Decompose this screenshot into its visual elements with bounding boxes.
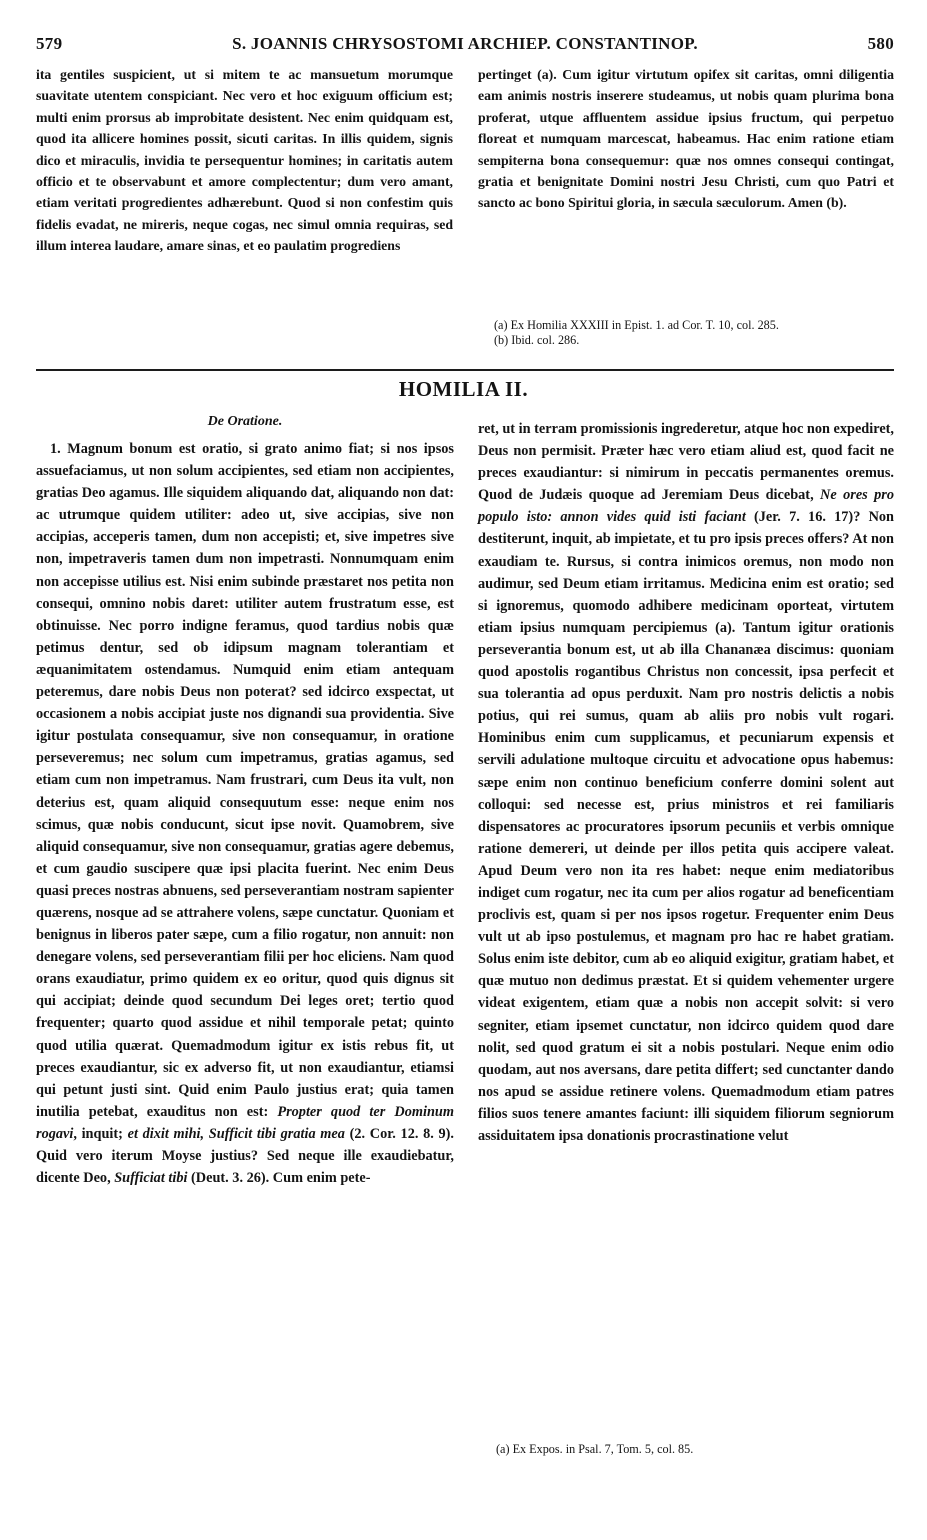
running-header <box>36 34 894 60</box>
section-title: De Oratione. <box>207 414 283 429</box>
text-run: (2. Cor. 12. 8. 9). Quid vero iterum Moyse justius? Sed neque ille exaudiebatur, dicente Deo, <box>36 1125 454 1187</box>
top-right-paragraph: pertinget (a). Cum igitur virtutum opifex sit caritas, omni diligentia eam animis nostris inserere studeamus, ut nobis quam plurima bona proferat, utque affluentem assidue ipsius fructum, qui perpetuo floreat et numquam marcescat, habeamus. Hac enim ratione etiam sempiterna bona consequemur: quæ nos omnes consequi contingat, gratia et benignitate Domini nostri Jesu Christi, cum quo Patri et sancto ac bono Spiritui gloria, in sæcula sæculorum. Amen (b). <box>478 67 894 211</box>
text-run: (Deut. 3. 26). Cum enim pete- <box>187 1170 371 1187</box>
text-run: 1. Magnum bonum est oratio, si grato animo fiat; si nos ipsos assuefaciamus, ut non solum accipientes, sed etiam non accipientes, gratias Deo agamus. Ille siquidem aliquando dat, aliquando non dat: ac utrumque quidem utiliter: adeo ut, sive accipias, sive non accipias, acceperis tamen, dum non accepisti; et, sive impetres sive non, impetraveris tamen dum non impetrasti. Nonnumquam enim non accepisse utilius est. Nisi enim subinde præstaret nos petita non consequi, omnino nobis daret: utiliter autem frustratum esse, est obtinuisse. Nec porro indigne feramus, quod tardius nobis quæ petimus dentur, sed ob idipsum magnam tolerantiam et æquanimitatem ostendamus. Numquid enim etiam antequam peteremus, dare nobis Deus non poterat? sed idcirco exspectat, ut occasionem a nobis accipiat juste nos dignandi sua providentia. Sive igitur postulata consequamur, sive non consequamur, in oratione perseveremus; nec solum cum impetramus, gratias agamus, sed etiam cum non impetramus. Nam frustrari, cum Deus ita vult, non deterius est, quam aliquid consequutum esse: neque enim nos scimus, quæ nobis conducunt, sicut ipse novit. Quamobrem, sive aliquid consequamur, sive non consequamur, gratias agere debemus, et cum gaudio suscipere quæ ipsi placita fuerint. Nec enim Deus quasi preces nostras abnuens, sed perseverantiam nostram sapienter quærens, nosque ad se attrahere volens, sæpe cunctatur. Quoniam et benignus in liberos pater sæpe, cum a filio rogatur, non annuit: non denegare volens, sed perseverantiam filii per hoc eliciens. Nam quod orans exaudiatur, primo quidem ex eo oritur, quod quis dignus sit qui accipiat; deinde quod secundum Dei leges oret; tertio quod frequenter; quarto quod assidue et nihil temporale petat; quinto quod utilia quærat. Quemadmodum igitur ex istis rebus fit, ut preces exaudiantur, sic ex adverso fit, ut non exaudiantur, etiamsi qui petunt justi sint. Quid enim Paulo justius erat; quia tamen inutilia petebat, exauditus non est: <box>36 441 454 1120</box>
footnote-b: (b) Ibid. col. 286. <box>494 332 580 347</box>
scripture-quote: Ne ores pro populo isto: annon vides quid isti faciant <box>478 487 894 526</box>
homily-title: HOMILIA II. <box>398 377 529 401</box>
scripture-quote: Propter quod ter Dominum rogavi <box>36 1103 454 1142</box>
top-right-column <box>478 64 894 214</box>
main-right-column <box>478 418 894 1147</box>
top-footnotes <box>494 318 894 347</box>
text-run: , inquit; <box>73 1125 128 1142</box>
running-title: S. JOANNIS CHRYSOSTOMI ARCHIEP. CONSTANTINOP. <box>232 34 698 53</box>
footnote-a: (a) Ex Homilia XXXIII in Epist. 1. ad Cor. T. 10, col. 285. <box>494 318 779 332</box>
page-number-left: 579 <box>36 34 63 53</box>
main-right-paragraph <box>478 418 894 1147</box>
text-run: ret, ut in terram promissionis ingrederetur, atque hoc non expediret, Deus non permisit. Præter hæc vero etiam aliud est, quod facit ne preces exaudiantur: si nimirum in peccatis permanentes oremus. Quod de Judæis quoque ad Jeremiam Deus dicebat, <box>478 421 894 504</box>
section-divider-rule <box>36 369 894 371</box>
main-left-column <box>36 438 454 1189</box>
top-left-paragraph: ita gentiles suspicient, ut si mitem te ac mansuetum morumque suavitate utentem conspiciant. Nec vero et hoc exiguum officium est; multi enim prorsus ab improbitate desistent. Nec enim quidquam est, quod ita allicere homines possit, sicuti caritas. In illis quidem, signis dico et miraculis, invidia te persequentur homines; in caritatis autem officio et te observabunt et amore complectentur; dum vero amant, etiam veritati progredientes adhærebunt. Quod si non confestim quis fidelis evadat, ne mireris, neque cogas, nec simul omnia requiras, sed illum interea laudare, amare sinas, et eo paulatim progrediens <box>36 67 453 254</box>
scripture-quote: Sufficiat tibi <box>114 1170 188 1187</box>
page-number-right: 580 <box>867 34 894 53</box>
top-left-column <box>36 64 453 257</box>
scripture-quote: et dixit mihi, Sufficit tibi gratia mea <box>127 1125 345 1142</box>
main-left-paragraph <box>36 438 454 1189</box>
bottom-footnote: (a) Ex Expos. in Psal. 7, Tom. 5, col. 85. <box>496 1442 694 1456</box>
text-run: (Jer. 7. 16. 17)? Non destiterunt, inquit, ab impietate, et tu pro ipsis preces offers? At non exaudiam te. Rursus, si contra inimicos oremus, non modo non audimur, sed Deum etiam irritamus. Medicina enim est oratio; sed si ignoremus, quomodo adhibere medicinam oporteat, virtutem etiam ipsius numquam percipiemus (a). Tantum igitur orationis perseverantia bonum est, ut ab illa Chananæa discimus: quoniam quod apostolis rogantibus Christus non concessit, ipsa perfecit et sua tolerantia ad opus perduxit. Nam pro nostris delictis a nobis potius, qui rei sumus, quam ab aliis pro nobis vult rogari. Hominibus enim cum supplicamus, et pecuniarum expensis et servili adulatione multoque circuitu et advocatione opus habemus: sæpe enim non continuo beneficium conferre domini solent aut colloqui: sed necesse est, prius ministros et rei familiaris dispensatores ac procuratores ipsorum pecuniis et verbis omnique ratione demereri, ut deinde per illos petita quis accipere valeat. Apud Deum vero non ita res habet: neque enim mediatoribus indiget cum rogatur, nec ita cum per alios rogatur ad beneficentiam proclivis est, quam si per nos ipsos rogetur. Frequenter enim Deus vult ut ab ipso postulemus, et magnam pro hac re habet gratiam. Solus enim iste debitor, cum ab eo aliquid exigitur, gratiam habet, et quæ mutuo non dedimus præstat. Et si quidem vehementer urgere videat exigentem, etiam quæ a nobis non accepit solvit: si vero segniter, etiam ipsemet cunctatur, non idcirco quidem quod dare nolit, sed quod gratum ei sit a nobis postulari. Neque enim odio quodam, aut nos aversans, dare petita differt; sed cunctanter dando nos apud se assidue retinere volens. Quemadmodum etiam patres filios suos tenere amantes faciunt: illi siquidem filiorum segniorum assiduitatem ipsa donationis procrastinatione velut <box>478 509 894 1144</box>
